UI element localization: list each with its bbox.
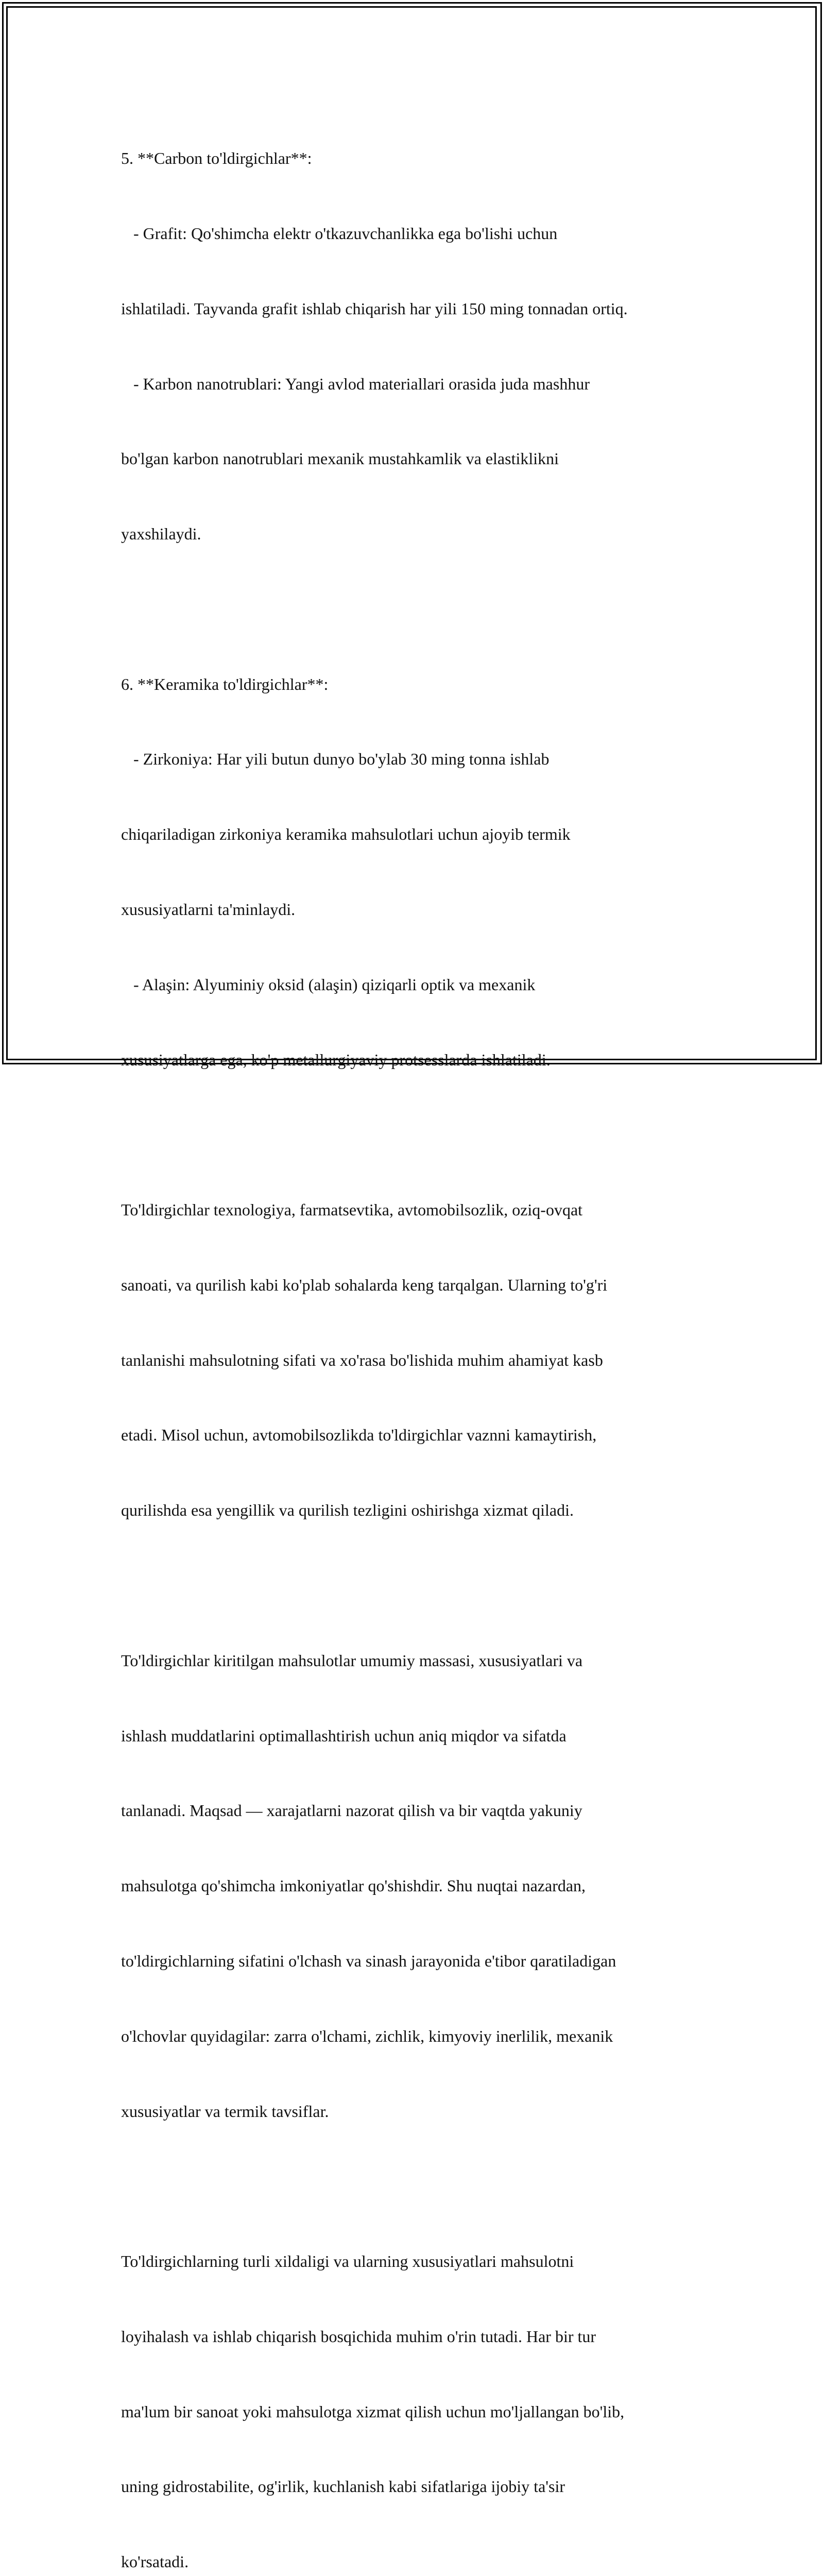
text-line: yaxshilaydi. <box>121 524 201 544</box>
text-line: mahsulotga qo'shimcha imkoniyatlar qo'shishdir. Shu nuqtai nazardan, <box>121 1876 586 1895</box>
text-line: To'ldirgichlarning turli xildaligi va ularning xususiyatlari mahsulotni <box>121 2252 574 2271</box>
text-line: - Grafit: Qo'shimcha elektr o'tkazuvchanlikka ega bo'lishi uchun <box>121 224 558 243</box>
text-line: To'ldirgichlar kiritilgan mahsulotlar umumiy massasi, xususiyatlari va <box>121 1651 583 1670</box>
text-line: 5. **Carbon to'ldirgichlar**: <box>121 149 312 168</box>
text-line: ishlatiladi. Tayvanda grafit ishlab chiqarish har yili 150 ming tonnadan ortiq. <box>121 299 628 318</box>
text-line: loyihalash va ishlab chiqarish bosqichida muhim o'rin tutadi. Har bir tur <box>121 2327 596 2346</box>
text-line: To'ldirgichlar texnologiya, farmatsevtika, avtomobilsozlik, oziq-ovqat <box>121 1200 583 1219</box>
text-line: ko'rsatadi. <box>121 2552 189 2571</box>
text-line: - Alaşin: Alyuminiy oksid (alaşin) qiziqarli optik va mexanik <box>121 975 536 994</box>
text-line: 6. **Keramika to'ldirgichlar**: <box>121 674 329 693</box>
document-body <box>121 96 713 2576</box>
blank-line <box>121 597 713 622</box>
text-line: tanlanishi mahsulotning sifati va xo'rasa bo'lishida muhim ahamiyat kasb <box>121 1350 603 1369</box>
blank-line <box>121 1573 713 1598</box>
text-line: - Karbon nanotrublari: Yangi avlod materiallari orasida juda mashhur <box>121 374 590 393</box>
text-line: bo'lgan karbon nanotrublari mexanik mustahkamlik va elastiklikni <box>121 449 559 468</box>
blank-line <box>121 1122 713 1147</box>
text-line: to'ldirgichlarning sifatini o'lchash va sinash jarayonida e'tibor qaratiladigan <box>121 1951 616 1970</box>
text-line: ishlash muddatlarini optimallashtirish uchun aniq miqdor va sifatda <box>121 1726 566 1745</box>
text-line: ma'lum bir sanoat yoki mahsulotga xizmat qilish uchun mo'ljallangan bo'lib, <box>121 2402 625 2421</box>
text-line: xususiyatlar va termik tavsiflar. <box>121 2102 329 2121</box>
text-line: xususiyatlarga ega, ko'p metallurgiyaviy protsesslarda ishlatiladi. <box>121 1050 551 1069</box>
text-line: xususiyatlarni ta'minlaydi. <box>121 900 296 919</box>
text-line: tanlanadi. Maqsad — xarajatlarni nazorat qilish va bir vaqtda yakuniy <box>121 1801 582 1820</box>
text-line: sanoati, va qurilish kabi ko'plab sohalarda keng tarqalgan. Ularning to'g'ri <box>121 1275 608 1294</box>
text-line: o'lchovlar quyidagilar: zarra o'lchami, zichlik, kimyoviy inerlilik, mexanik <box>121 2026 613 2045</box>
text-line: chiqariladigan zirkoniya keramika mahsulotlari uchun ajoyib termik <box>121 825 571 844</box>
text-line: uning gidrostabilite, og'irlik, kuchlanish kabi sifatlariga ijobiy ta'sir <box>121 2477 565 2496</box>
text-line: - Zirkoniya: Har yili butun dunyo bo'ylab 30 ming tonna ishlab <box>121 750 550 769</box>
text-line: qurilishda esa yengillik va qurilish tezligini oshirishga xizmat qiladi. <box>121 1501 574 1520</box>
blank-line <box>121 2174 713 2199</box>
text-line: etadi. Misol uchun, avtomobilsozlikda to'ldirgichlar vaznni kamaytirish, <box>121 1426 597 1445</box>
